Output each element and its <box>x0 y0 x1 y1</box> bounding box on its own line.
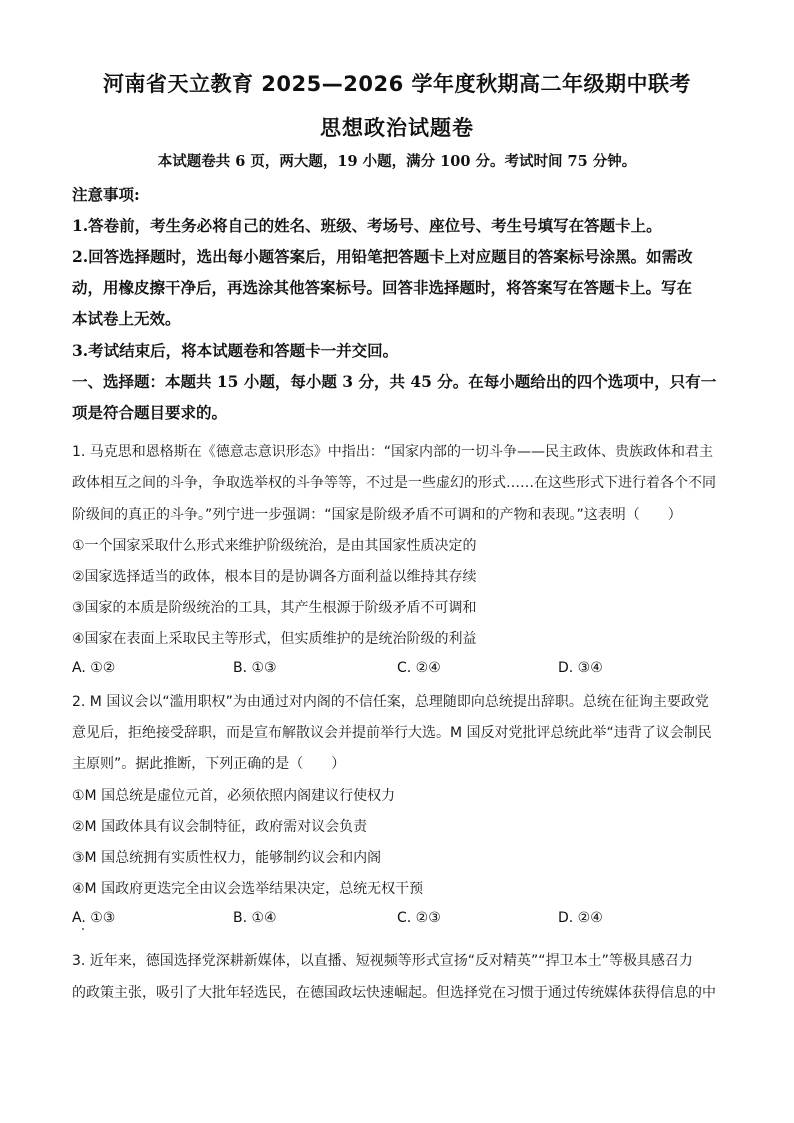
section-1-heading-line-1: 一、选择题：本题共 15 小题，每小题 3 分，共 45 分。在每小题给出的四个选项中，只有一 <box>72 372 717 391</box>
q2-stem-line-1: 2. M 国议会以“滥用职权”为由通过对内阁的不信任案，总理随即向总统提出辞职。总统在征询主要政党 <box>72 694 709 710</box>
q1-statement-2: ②国家选择适当的政体，根本目的是协调各方面利益以维持其存续 <box>72 569 477 585</box>
note-item-2-line-2: 动，用橡皮擦干净后，再选涂其他答案标号。回答非选择题时，将答案写在答题卡上。写在 <box>72 278 693 297</box>
q1-statement-3: ③国家的本质是阶级统治的工具，其产生根源于阶级矛盾不可调和 <box>72 600 477 616</box>
note-item-3: 3.考试结束后，将本试题卷和答题卡一并交回。 <box>72 341 399 360</box>
q2-stem-line-3: 主原则”。据此推断，下列正确的是（ ） <box>72 756 346 772</box>
exam-info: 本试题卷共 6 页，两大题，19 小题，满分 100 分。考试时间 75 分钟。 <box>157 153 637 170</box>
q1-statement-4: ④国家在表面上采取民主等形式，但实质维护的是统治阶级的利益 <box>72 631 477 647</box>
note-item-1: 1.答卷前，考生务必将自己的姓名、班级、考场号、座位号、考生号填写在答题卡上。 <box>72 216 662 235</box>
exam-subtitle: 思想政治试题卷 <box>320 116 474 140</box>
q1-option-a: A. ①② <box>72 660 116 676</box>
q1-option-b: B. ①③ <box>233 660 277 676</box>
q2-statement-3: ③M 国总统拥有实质性权力，能够制约议会和内阁 <box>72 850 382 866</box>
q1-stem-line-2: 政体相互之间的斗争，争取选举权的斗争等等，不过是一些虚幻的形式……在这些形式下进行着各个不同 <box>72 475 716 491</box>
q1-statement-1: ①一个国家采取什么形式来维护阶级统治，是由其国家性质决定的 <box>72 538 477 554</box>
q2-option-a: A. ①③ <box>72 910 116 926</box>
q2-statement-1: ①M 国总统是虚位元首，必须依照内阁建议行使权力 <box>72 788 396 804</box>
exam-title: 河南省天立教育 2025—2026 学年度秋期高二年级期中联考 <box>102 72 691 96</box>
q2-option-b: B. ①④ <box>233 910 277 926</box>
notes-heading: 注意事项: <box>72 185 140 204</box>
q1-stem-line-3: 阶级间的真正的斗争。”列宁进一步强调：“国家是阶级矛盾不可调和的产物和表现。”这表明（ ） <box>72 507 682 523</box>
section-1-heading-line-2: 项是符合题目要求的。 <box>72 403 228 422</box>
q2-option-c: C. ②③ <box>397 910 441 926</box>
scan-dot <box>82 928 84 930</box>
note-item-2-line-1: 2.回答选择题时，选出每小题答案后，用铅笔把答题卡上对应题目的答案标号涂黑。如需改 <box>72 247 693 266</box>
q1-option-c: C. ②④ <box>397 660 441 676</box>
q1-option-d: D. ③④ <box>558 660 603 676</box>
q3-stem-line-2: 的政策主张，吸引了大批年轻选民，在德国政坛快速崛起。但选择党在习惯于通过传统媒体获得信息的中 <box>72 985 716 1001</box>
q2-statement-4: ④M 国政府更迭完全由议会选举结果决定，总统无权干预 <box>72 881 424 897</box>
q3-stem-line-1: 3. 近年来，德国选择党深耕新媒体，以直播、短视频等形式宣扬“反对精英”“捍卫本土”等极具感召力 <box>72 953 693 969</box>
note-item-2-line-3: 本试卷上无效。 <box>72 309 181 328</box>
q2-option-d: D. ②④ <box>558 910 603 926</box>
q2-stem-line-2: 意见后，拒绝接受辞职，而是宣布解散议会并提前举行大选。M 国反对党批评总统此举“违背了议会制民 <box>72 725 712 741</box>
q2-statement-2: ②M 国政体具有议会制特征，政府需对议会负责 <box>72 819 368 835</box>
q1-stem-line-1: 1. 马克思和恩格斯在《德意志意识形态》中指出：“国家内部的一切斗争——民主政体、贵族政体和君主 <box>72 444 714 460</box>
